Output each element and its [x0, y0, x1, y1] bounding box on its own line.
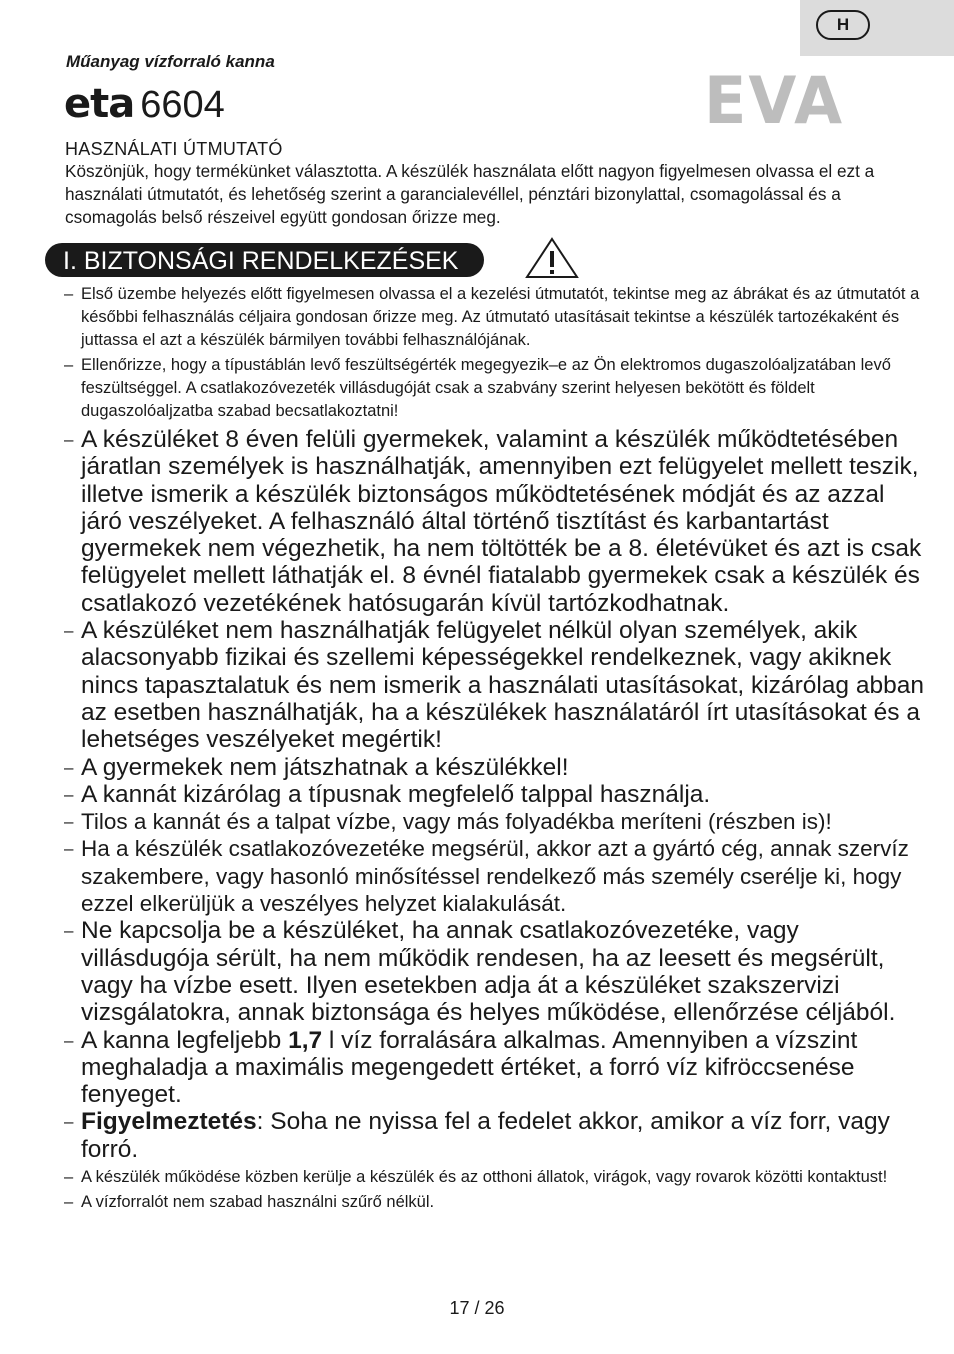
list-dash: – [64, 839, 74, 859]
list-item: – A készüléket 8 éven felüli gyermekek, valamint a készülék működtetésében járatlan személyek is használhatják, amennyiben ezt felügyelet mellett teszik, illetve ismerik a készülék biztonságos működtetésének módját és az azzal járó veszélyeket. A felhasználó által történő tisztítást és karbantartást gyermekek nem végezhetik, ha nem töltötték be a 8. életévüket és azt is csak felügyelet mellett láthatják el. 8 évnél fiatalabb gyermekek csak a készülék és csatlakozó vezetékének hatósugarán kívül tartózkodhatnak. [64, 426, 922, 617]
list-dash: – [64, 812, 74, 832]
list-dash: – [64, 285, 74, 303]
language-badge: H [816, 10, 870, 40]
safety-list [64, 283, 924, 1214]
list-item: – Ellenőrizze, hogy a típustáblán levő feszültségérték megegyezik–e az Ön elektromos dugaszolóaljzatában levő feszültséggel. A csatlakozóvezeték villásdugóját csak a szabvány szerint helyesen bekötött és földelt dugaszolóaljzatba szabad becsatlakoztatni! [64, 356, 891, 420]
list-dash: – [64, 1193, 74, 1212]
manual-title: HASZNÁLATI ÚTMUTATÓ [65, 139, 283, 159]
section-heading: I. BIZTONSÁGI RENDELKEZÉSEK [45, 243, 484, 277]
eta-logo: eta [64, 81, 135, 127]
list-item: – A vízforralót nem szabad használni szűrő nélkül. [64, 1191, 924, 1214]
list-item: – A gyermekek nem játszhatnak a készülékkel! [64, 753, 569, 781]
list-item: – A készüléket nem használhatják felügyelet nélkül olyan személyek, akik alacsonyabb fizikai és szellemi képességekkel rendelkeznek, vagy akiknek nincs tapasztalatuk és nem ismerik a használati utasításokat, kizárólag abban az esetben használhatják, ha a készülékek használatáról írt utasításokat és a lehetséges veszélyeket megértik! [64, 617, 924, 754]
list-item: – A kanna legfeljebb 1,7 l víz forralására alkalmas. Amennyiben a vízszint meghaladja a maximális megengedett értéket, a forró víz kifröccsenése fenyeget. [64, 1026, 858, 1109]
warning-triangle-icon [524, 236, 580, 280]
list-item: – Tilos a kannát és a talpat vízbe, vagy más folyadékba meríteni (részben is)! [64, 809, 832, 835]
list-item: – Ne kapcsolja be a készüléket, ha annak csatlakozóvezetéke, vagy villásdugója sérült, ha nem működik rendesen, ha az leesett és megsérült, vagy ha vízbe esett. Ilyen esetekben adja át a készüléket szakszervizi vizsgálatokra, annak biztonsága és helyes működése, ellenőrzése céljából. [64, 917, 896, 1027]
list-dash: – [64, 621, 74, 641]
list-dash: – [64, 1112, 74, 1132]
list-item: – Figyelmeztetés: Soha ne nyissa fel a fedelet akkor, amikor a víz forr, vagy forró. [64, 1108, 890, 1163]
intro-paragraph: Köszönjük, hogy termékünket választotta. A készülék használata előtt nagyon figyelmesen olvassa el ezt a használati útmutatót, és lehetőség szerint a garancialevéllel, pénztári bizonylattal, csomagolással és a csomagolás belső részeivel együtt gondosan őrizze meg. [65, 161, 875, 227]
capacity-value: 1,7 [288, 1026, 323, 1054]
product-subtitle: Műanyag vízforraló kanna [66, 52, 275, 71]
list-dash: – [64, 430, 74, 449]
list-item: – Első üzembe helyezés előtt figyelmesen olvassa el a kezelési útmutatót, tekintse meg az ábrákat és az útmutatót a későbbi felhasználás céljaira gondosan őrizze meg. Az útmutató utasításait tekintse a készülék tartozékaként és juttassa el azt a készülék bármilyen további felhasználójának. [64, 285, 920, 349]
list-dash: – [64, 757, 74, 777]
list-dash: – [64, 921, 74, 941]
list-dash: – [64, 1030, 74, 1050]
list-item: – A készülék működése közben kerülje a készülék és az otthoni állatok, virágok, vagy rovarok közötti kontaktust! [64, 1166, 924, 1189]
model-number: 6604 [140, 84, 225, 126]
list-dash: – [64, 1168, 74, 1187]
list-dash: – [64, 784, 74, 804]
brand-line [64, 78, 225, 130]
page-number: 17 / 26 [449, 1298, 505, 1318]
warning-label: Figyelmeztetés [81, 1108, 257, 1136]
list-item: – A kannát kizárólag a típusnak megfelelő talppal használja. [64, 780, 711, 808]
list-item: – Ha a készülék csatlakozóvezetéke megsérül, akkor azt a gyártó cég, annak szervíz szakembere, vagy hasonló minősítéssel rendelkező más személy cserélje ki, hogy ezzel elkerüljük a veszélyes helyzet kialakulását. [64, 836, 909, 917]
list-dash: – [64, 356, 74, 374]
language-tab [800, 0, 954, 56]
eva-series-logo: EVA [704, 62, 845, 139]
